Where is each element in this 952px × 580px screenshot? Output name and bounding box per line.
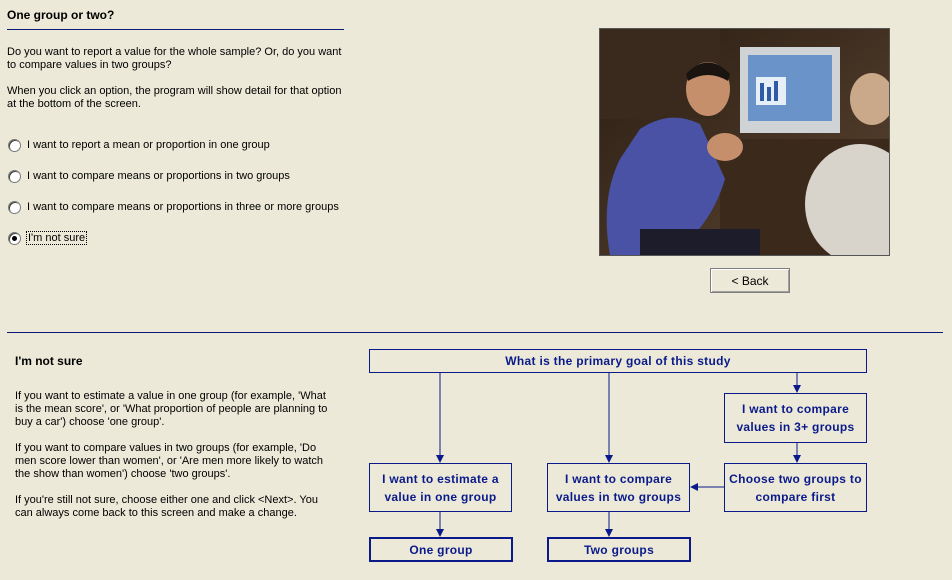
intro-text-2: When you click an option, the program will show detail for that option at the bottom of the screen. bbox=[7, 85, 342, 110]
option-label: I'm not sure bbox=[28, 232, 86, 244]
flow-compare-two: I want to compare values in two groups bbox=[547, 463, 690, 512]
flow-result-two-groups: Two groups bbox=[547, 537, 691, 562]
option-label: I want to compare means or proportions in three or more groups bbox=[27, 201, 339, 213]
option-label: I want to report a mean or proportion in one group bbox=[27, 139, 270, 151]
detail-text-2: If you want to compare values in two groups (for example, 'Do men score lower than women', or 'Are men more likely to watch the show than women') choose 'two groups'. bbox=[15, 442, 324, 480]
detail-text-3: If you're still not sure, choose either one and click <Next>. You can always come back to this screen and make a change. bbox=[15, 494, 318, 519]
flow-primary-goal: What is the primary goal of this study bbox=[369, 349, 867, 373]
back-button[interactable]: < Back bbox=[710, 268, 790, 293]
flow-result-one-group: One group bbox=[369, 537, 513, 562]
flow-compare-three: I want to compare values in 3+ groups bbox=[724, 393, 867, 443]
intro-text-1: Do you want to report a value for the whole sample? Or, do you want to compare values in two groups? bbox=[7, 46, 342, 71]
option-label: I want to compare means or proportions in two groups bbox=[27, 170, 290, 182]
page-title: One group or two? bbox=[7, 8, 115, 22]
flow-estimate-one: I want to estimate a value in one group bbox=[369, 463, 512, 512]
flow-choose-two: Choose two groups to compare first bbox=[724, 463, 867, 512]
detail-text-1: If you want to estimate a value in one group (for example, 'What is the mean score', or 'What proportion of people are planning to buy a car') choose 'one group'. bbox=[15, 390, 328, 428]
detail-title: I'm not sure bbox=[15, 354, 83, 368]
